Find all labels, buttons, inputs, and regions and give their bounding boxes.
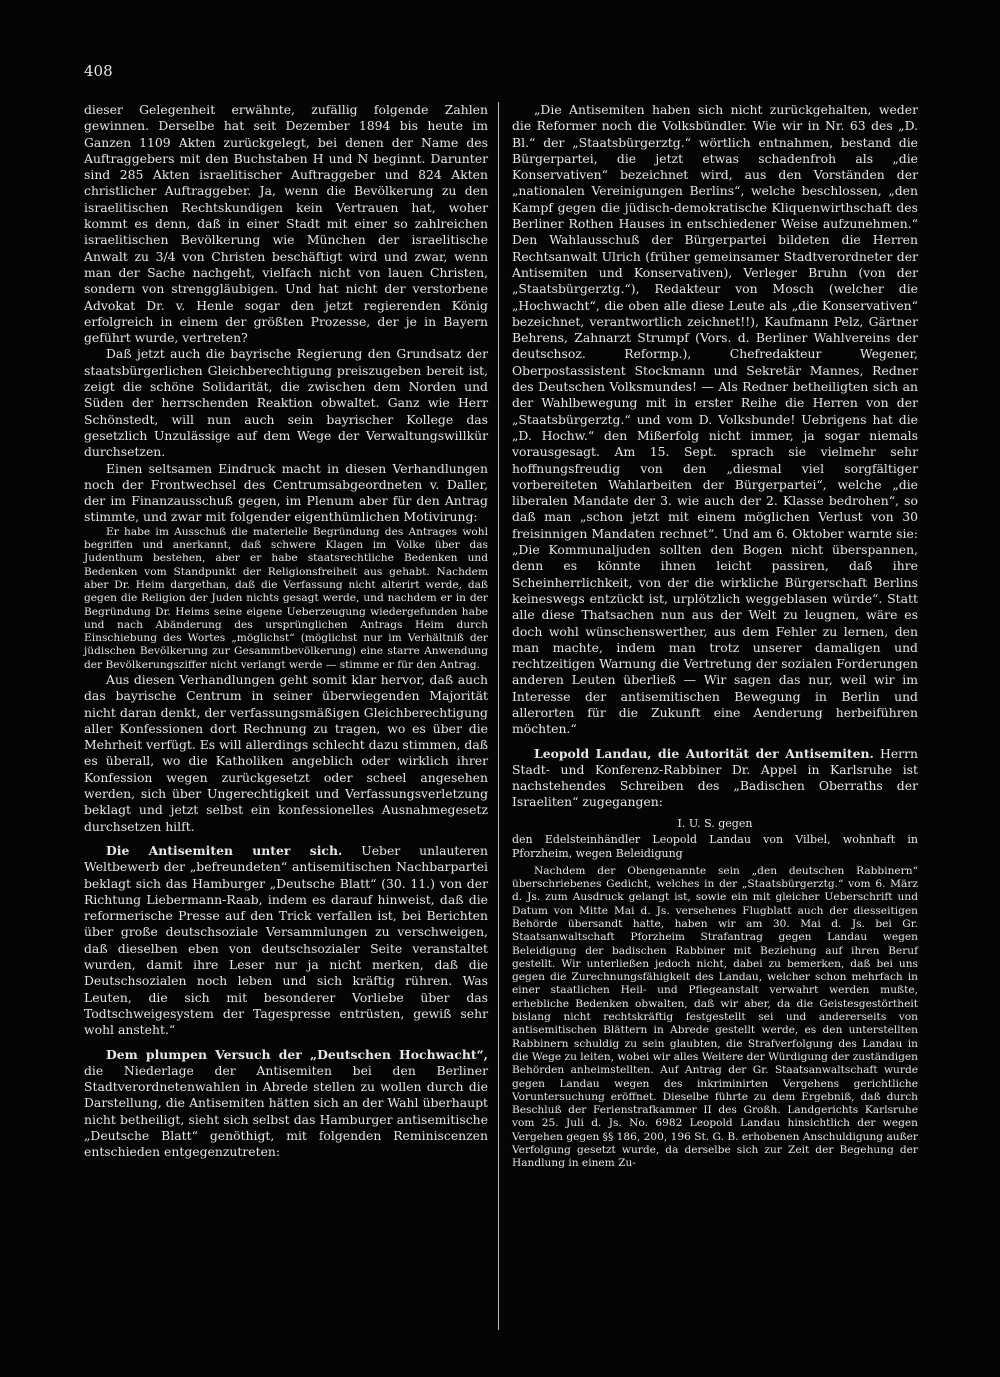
block-quote: Er habe im Ausschuß die materielle Begründung des Antrages wohl begriffen und anerkannt, daß schwere Klagen im Volke über das Judenthum bestehen, aber er habe staatsrechtliche Bedenken und Bedenken vom Standpunkt der Religionsfreiheit aus gehabt. Nachdem aber Dr. Heim dargethan, daß die Verfassung nicht alterirt werde, daß gegen die Religion der Juden nichts gesagt werde, und nachdem er in der Begründung Dr. Heims seine eigene Ueberzeugung wiedergefunden habe und nach Abänderung des ursprünglichen Antrags Heim durch Einschiebung des Wortes „möglichst“ (möglichst nur im Verhältniß der jüdischen Bevölkerung zur Gesammtbevölkerung) eine starre Anwendung der Bevölkerungsziffer nicht verlangt werde — stimme er für den Antrag.: [84, 525, 488, 671]
section-text: die Niederlage der Antisemiten bei den Berliner Stadtverordnetenwahlen in Abrede stellen zu wollen durch die Darstellung, die Antisemiten hätten sich an der Wahl überhaupt nicht betheiligt, sieht sich selbst das Hamburger antisemitische „Deutsche Blatt“ genöthigt, mit folgenden Reminiscenzen entschieden entgegenzutreten:: [84, 1062, 488, 1160]
section-text: Herrn Stadt- und Konferenz-Rabbiner Dr. Appel in Karlsruhe ist nachstehendes Schreiben des „Badischen Oberraths der Israeliten“ zugegangen:: [512, 745, 918, 810]
section-text: Ueber unlauteren Weltbewerb der „befreundeten“ antisemitischen Nachbarpartei beklagt sich das Hamburger „Deutsche Blatt“ (30. 11.) von der Richtung Liebermann-Raab, indem es darauf hinweist, daß die reformerische Presse auf den Trick verfallen ist, bei Berichten über große deutschsoziale Versammlungen zu verschweigen, daß dieselben eben von deutschsozialer Seite veranstaltet wurden, damit ihre Leser nur ja nicht merken, daß die Deutschsozialen noch leben und sich kräftig rühren. Was Leuten, die sich mit besonderer Vorliebe über das Todtschweigesystem der Tagespresse entrüsten, gewiß sehr wohl ansteht.“: [84, 842, 488, 1038]
left-column: [84, 102, 488, 1161]
column-divider: [498, 102, 499, 1330]
party-line: den Edelsteinhändler Leopold Landau von Vilbel, wohnhaft in Pforzheim, wegen Beleidigung: [512, 832, 918, 860]
paragraph: Aus diesen Verhandlungen geht somit klar hervor, daß auch das bayrische Centrum in seiner überwiegenden Majorität nicht daran denkt, der verfassungsmäßigen Gleichberechtigung aller Konfessionen dort Rechnung zu tragen, wo es über die Mehrheit verfügt. Es will allerdings schlecht dazu stimmen, daß es überall, wo die Katholiken angeblich oder wirklich ihrer Konfession wegen zurückgesetzt oder scheel angesehen werden, sich über Ungerechtigkeit und Verfassungsverletzung beklagt und jetzt selbst ein konfessionelles Ausnahmegesetz durchsetzen hilft.: [84, 671, 488, 834]
page-number: 408: [84, 62, 113, 80]
article-hochwacht: [84, 1047, 488, 1161]
paragraph: Daß jetzt auch die bayrische Regierung den Grundsatz der staatsbürgerlichen Gleichberechtigung preiszugeben bereit ist, zeigt die schöne Solidarität, die zwischen dem Norden und Süden der herrschenden Reaktion obwaltet. Ganz wie Herr Schönstedt, will nun auch sein bayrischer Kollege das gesetzlich Unzulässige auf dem Wege der Verwaltungswillkür durchsetzen.: [84, 346, 488, 460]
article-landau: [512, 746, 918, 811]
right-column: [512, 102, 918, 1171]
section-heading: Die Antisemiten unter sich.: [106, 842, 343, 858]
case-line: I. U. S. gegen: [677, 816, 753, 830]
letter-text: Nachdem der Obengenannte sein „den deutschen Rabbinern“ überschriebenes Gedicht, welches in der „Staatsbürgerztg.“ vom 6. März d. Js. zum Ausdruck gelangt ist, sowie ein mit gleicher Ueberschrift und Datum von Mitte Mai d. Js. versehenes Flugblatt auch der diesseitigen Behörde übersandt hatte, haben wir am 30. Mai d. Js. bei Gr. Staatsanwaltschaft Pforzheim Strafantrag gegen Landau wegen Beleidigung der badischen Rabbiner mit Beziehung auf ihren Beruf gestellt. Wir unterließen jedoch nicht, dabei zu bemerken, daß bei uns gegen die Zurechnungsfähigkeit des Landau, welcher schon mehrfach in einer staatlichen Heil- und Pflegeanstalt verwahrt werden mußte, erhebliche Bedenken obwalten, daß wir aber, da die Geistesgestörtheit bislang nicht rechtskräftig festgestellt sei und andererseits von antisemitischen Blättern in Abrede gestellt werde, es den unterstellten Rabbinern schuldig zu sein glaubten, die Strafverfolgung des Landau in die Wege zu leiten, wobei wir alles Weitere der Würdigung der zuständigen Behörden anheimstellten. Auf Antrag der Gr. Staatsanwaltschaft wurde gegen Landau wegen des inkriminirten Vergehens gerichtliche Voruntersuchung eröffnet. Dieselbe führte zu dem Ergebniß, daß durch Beschluß der Ferienstrafkammer II des Großh. Landgerichts Karlsruhe vom 25. Juli d. Js. No. 6982 Leopold Landau hinsichtlich der wegen Vergehen gegen §§ 186, 200, 196 St. G. B. erhobenen Anschuldigung außer Verfolgung gesetzt wurde, da derselbe sich zur Zeit der Begehung der Handlung in einem Zu-: [512, 864, 918, 1170]
section-heading: Leopold Landau, die Autorität der Antisemiten.: [534, 745, 874, 761]
paragraph: dieser Gelegenheit erwähnte, zufällig folgende Zahlen gewinnen. Derselbe hat seit Dezember 1894 bis heute im Ganzen 1109 Akten zurückgelegt, bei denen der Name des Auftraggebers mit den Buchstaben H und N beginnt. Darunter sind 285 Akten israelitischer Auftraggeber und 824 Akten christlicher Auftraggeber. Ja, wenn die Bevölkerung zu den israelitischen Rechtskundigen kein Vertrauen hat, woher kommt es denn, daß in einer Stadt mit einer so zahlreichen israelitischen Bevölkerung wie München der israelitische Anwalt zu 3/4 von Christen beschäftigt wird und zwar, wenn man der Sache nachgeht, vielfach nicht von lauen Christen, sondern von strenggläubigen. Und hat nicht der verstorbene Advokat Dr. v. Henle sogar den jetzt regierenden König erfolgreich in einem der größten Prozesse, der je in Bayern geführt wurde, vertreten?: [84, 102, 488, 346]
paragraph: Einen seltsamen Eindruck macht in diesen Verhandlungen noch der Frontwechsel des Centrumsabgeordneten v. Daller, der im Finanzausschuß gegen, im Plenum aber für den Antrag stimmte, und zwar mit folgender eigenthümlichen Motivirung:: [84, 460, 488, 525]
article-antisemiten-unter-sich: [84, 843, 488, 1039]
section-heading: Dem plumpen Versuch der „Deutschen Hochwacht“,: [106, 1046, 488, 1062]
paragraph: „Die Antisemiten haben sich nicht zurückgehalten, weder die Reformer noch die Volksbündler. Wie wir in Nr. 63 des „D. Bl.“ der „Staatsbürgerztg.“ wörtlich entnahmen, bestand die Bürgerpartei, die jetzt etwas schadenfroh als „die Konservativen“ bezeichnet wird, aus den Vorständen der „nationalen Vereinigungen Berlins“, welche beschlossen, „den Kampf gegen die jüdisch-demokratische Kliquenwirthschaft des Berliner Rothen Hauses in entschiedener Weise aufzunehmen.“ Den Wahlausschuß der Bürgerpartei bildeten die Herren Rechtsanwalt Ulrich (früher gemeinsamer Stadtverordneter der Antisemiten und Konservativen), Verleger Bruhn (von der „Staatsbürgerztg.“), Redakteur von Mosch (welcher die „Hochwacht“, die oben alle diese Leute als „die Konservativen“ bezeichnet, verantwortlich zeichnet!!), Kaufmann Pelz, Gärtner Behrens, Zahnarzt Strumpf (Vors. d. Berliner Wahlvereins der deutschsoz. Reformp.), Chefredakteur Wegener, Oberpostassistent Stockmann und Sekretär Mannes, Redner des Deutschen Volksmundes! — Als Redner betheiligten sich an der Wahlbewegung mit in erster Reihe die Herren von der „Staatsbürgerztg.“ und vom D. Volksbunde! Uebrigens hat die „D. Hochw.“ den Mißerfolg nicht immer, ja sogar niemals vorausgesagt. Am 15. Sept. sprach sie vielmehr sehr hoffnungsfreudig von den „diesmal viel sorgfältiger vorbereiteten Wahlarbeiten der Bürgerpartei“, welche „die liberalen Mandate der 3. wie auch der 2. Klasse bedrohen“, so daß man „schon jetzt mit einem möglichen Verlust von 30 freisinnigen Mandaten rechnet“. Und am 6. Oktober warnte sie: „Die Kommunaljuden sollten den Bogen nicht überspannen, denn es könnte ihnen leicht passiren, daß ihre Scheinherrlichkeit, von der die wirkliche Bürgerschaft Berlins keineswegs entzückt ist, urplötzlich weggeblasen würde“. Statt alle diese Thatsachen nun aus der Welt zu leugnen, wäre es doch wohl wünschenswerther, aus dem Fehler zu lernen, den man machte, indem man trotz unserer damaligen und rechtzeitigen Warnung die Vertretung der sozialen Forderungen anderen Leuten überließ — Wir sagen das nur, weil wir im Interesse der antisemitischen Bewegung in Berlin und allerorten für die Zukunft eine Aenderung herbeiführen möchten.“: [512, 102, 918, 737]
